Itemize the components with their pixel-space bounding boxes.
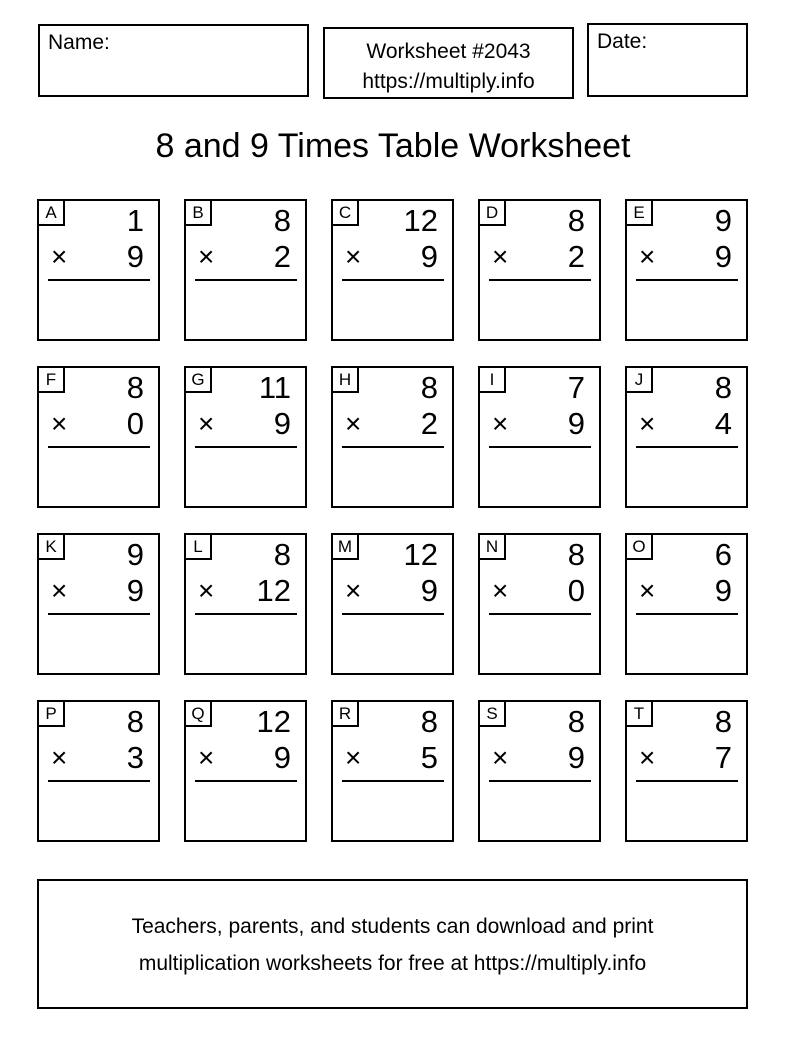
answer-space [480,281,599,336]
answer-space [627,615,746,670]
problem-bottom-number: 0 [126,406,144,441]
problem-operator-row [480,239,599,275]
problem-card [625,533,748,675]
answer-space [627,448,746,503]
footer-line2: multiplication worksheets for free at https://multiply.info [138,952,647,975]
problem-label-box [39,201,65,226]
multiplication-sign-icon: × [198,742,215,773]
problem-top-number: 8 [273,203,291,238]
answer-space [186,615,305,670]
answer-space [333,782,452,837]
problem-label: F [45,370,57,389]
problem-card [331,700,454,842]
page-title: 8 and 9 Times Table Worksheet [155,127,631,165]
problem-label: K [45,537,57,556]
problem-label-box [39,702,65,727]
problem-bottom-number: 9 [126,573,144,608]
problem-top-number: 8 [567,537,585,572]
problem-top-number: 12 [403,537,438,572]
problem-bottom-number: 0 [567,573,585,608]
problem-top-number: 8 [714,704,732,739]
date-field-box [587,23,748,97]
problem-label: E [633,203,645,222]
multiplication-sign-icon: × [51,408,68,439]
problem-operator-row [627,573,746,609]
name-label: Name: [48,31,110,54]
problem-card [331,366,454,508]
problem-label: Q [191,704,205,723]
problem-card [331,533,454,675]
name-field-box [38,24,309,97]
problem-top-number: 11 [258,370,291,405]
problem-card [184,700,307,842]
problem-label: M [337,537,353,556]
problem-bottom-number: 9 [567,406,585,441]
problem-label-box [333,535,359,560]
problem-label: P [45,704,57,723]
problem-card [37,199,160,341]
answer-space [333,281,452,336]
problem-label: N [485,537,499,556]
problem-bottom-number: 9 [126,239,144,274]
answer-space [39,615,158,670]
problem-operator-row [39,239,158,275]
problem-label: J [634,370,644,389]
problem-top-number: 8 [126,370,144,405]
problem-label: B [192,203,204,222]
multiplication-sign-icon: × [492,575,509,606]
problem-bottom-number: 2 [567,239,585,274]
multiplication-sign-icon: × [51,575,68,606]
multiplication-sign-icon: × [198,408,215,439]
problem-top-number: 9 [126,537,144,572]
problem-operator-row [186,239,305,275]
problem-label-box [186,702,212,727]
answer-space [186,782,305,837]
problem-label: H [338,370,352,389]
problem-operator-row [333,573,452,609]
problem-label: L [193,537,203,556]
multiplication-sign-icon: × [51,241,68,272]
multiplication-sign-icon: × [345,742,362,773]
date-label: Date: [597,30,648,53]
problem-card [625,199,748,341]
multiplication-sign-icon: × [345,408,362,439]
problem-bottom-number: 9 [567,740,585,775]
problem-operator-row [333,239,452,275]
answer-space [39,782,158,837]
problem-label-box [186,201,212,226]
problem-operator-row [333,406,452,442]
problem-label: A [45,203,57,222]
problem-bottom-number: 2 [420,406,438,441]
problem-label-box [627,368,653,393]
problem-card [625,700,748,842]
problem-label-box [627,702,653,727]
multiplication-sign-icon: × [345,241,362,272]
problem-bottom-number: 9 [420,239,438,274]
problem-top-number: 1 [126,203,144,238]
footer-box [37,879,748,1009]
problem-top-number: 8 [420,704,438,739]
multiplication-sign-icon: × [639,575,656,606]
problem-operator-row [186,573,305,609]
problem-top-number: 8 [714,370,732,405]
problem-top-number: 8 [567,203,585,238]
problem-label-box [39,368,65,393]
problem-label-box [480,702,506,727]
footer-line1: Teachers, parents, and students can download and print [131,915,654,938]
problem-label-box [333,368,359,393]
multiplication-sign-icon: × [639,742,656,773]
problem-card [478,700,601,842]
answer-space [333,448,452,503]
problem-card [331,199,454,341]
worksheet-number: Worksheet #2043 [366,40,531,63]
problem-top-number: 8 [420,370,438,405]
problem-card [478,366,601,508]
problem-operator-row [39,406,158,442]
multiplication-sign-icon: × [51,742,68,773]
problem-label-box [186,368,212,393]
problem-card [184,366,307,508]
multiplication-sign-icon: × [639,241,656,272]
problem-label: G [191,370,205,389]
answer-space [333,615,452,670]
problem-bottom-number: 9 [273,406,291,441]
problem-bottom-number: 4 [714,406,732,441]
multiplication-sign-icon: × [492,408,509,439]
problem-card [37,700,160,842]
problem-operator-row [480,573,599,609]
problem-label-box [39,535,65,560]
answer-space [39,448,158,503]
answer-space [627,281,746,336]
problem-operator-row [627,740,746,776]
problems-grid [37,199,748,842]
problem-bottom-number: 3 [126,740,144,775]
answer-space [186,281,305,336]
worksheet-url: https://multiply.info [362,70,535,93]
problem-bottom-number: 7 [714,740,732,775]
problem-bottom-number: 9 [273,740,291,775]
problem-card [625,366,748,508]
problem-top-number: 8 [273,537,291,572]
problem-operator-row [627,406,746,442]
problem-bottom-number: 2 [273,239,291,274]
problem-label-box [186,535,212,560]
problem-card [184,533,307,675]
problem-card [37,366,160,508]
problem-operator-row [186,740,305,776]
problem-top-number: 12 [403,203,438,238]
problem-label-box [627,535,653,560]
answer-space [480,782,599,837]
problem-top-number: 6 [714,537,732,572]
problem-label-box [333,702,359,727]
problem-card [478,199,601,341]
multiplication-sign-icon: × [492,742,509,773]
answer-space [39,281,158,336]
problem-top-number: 8 [126,704,144,739]
problem-card [478,533,601,675]
problem-operator-row [39,740,158,776]
worksheet-info-box [323,27,574,99]
problem-bottom-number: 5 [420,740,438,775]
problem-operator-row [39,573,158,609]
multiplication-sign-icon: × [198,241,215,272]
problem-label-box [480,368,506,393]
problem-operator-row [480,740,599,776]
multiplication-sign-icon: × [345,575,362,606]
problem-label-box [480,201,506,226]
problem-label: D [485,203,499,222]
problem-bottom-number: 9 [420,573,438,608]
problem-bottom-number: 9 [714,239,732,274]
answer-space [627,782,746,837]
problem-operator-row [186,406,305,442]
problem-label: S [486,704,498,723]
problem-label: O [632,537,646,556]
answer-space [480,615,599,670]
problem-bottom-number: 12 [256,573,291,608]
problem-label: R [338,704,352,723]
answer-space [480,448,599,503]
multiplication-sign-icon: × [198,575,215,606]
problem-label-box [627,201,653,226]
problem-label: I [489,370,495,389]
problem-card [184,199,307,341]
problem-top-number: 8 [567,704,585,739]
problem-card [37,533,160,675]
problem-operator-row [333,740,452,776]
problem-label: T [633,704,645,723]
answer-space [186,448,305,503]
problem-label-box [480,535,506,560]
problem-top-number: 9 [714,203,732,238]
problem-bottom-number: 9 [714,573,732,608]
multiplication-sign-icon: × [492,241,509,272]
problem-label: C [338,203,352,222]
problem-label-box [333,201,359,226]
problem-operator-row [480,406,599,442]
problem-top-number: 7 [567,370,585,405]
multiplication-sign-icon: × [639,408,656,439]
problem-top-number: 12 [256,704,291,739]
problem-operator-row [627,239,746,275]
